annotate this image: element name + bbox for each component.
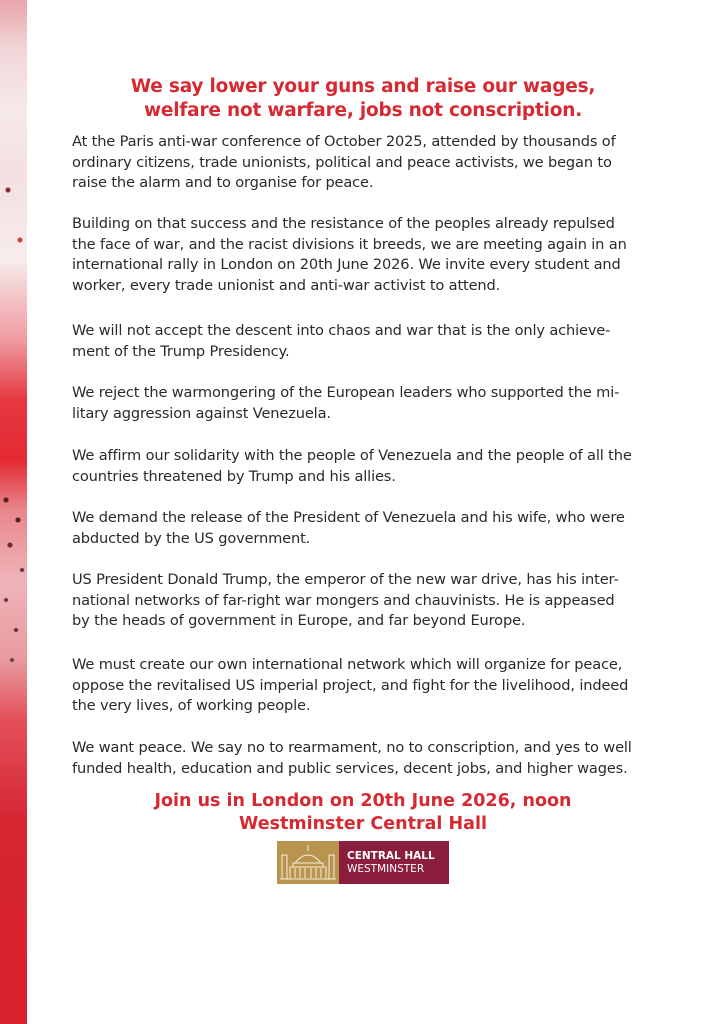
paragraph-trump-presidency: We will not accept the descent into chaos and war that is the only achieve- ment of the Trump Presidency. <box>72 322 611 360</box>
building-dome-icon <box>277 841 339 884</box>
cta-venue-line: Westminster Central Hall <box>239 814 487 834</box>
paragraph-solidarity: We affirm our solidarity with the people of Venezuela and the people of all the countries threatened by Trump and his allies. <box>72 447 632 485</box>
headline <box>72 75 654 123</box>
paragraph-paris-conference: At the Paris anti-war conference of October 2025, attended by thousands of ordinary citizens, trade unionists, political and peace activists, we began to raise the alarm and to organise for peace. <box>72 133 616 191</box>
paragraph-release-demand: We demand the release of the President of Venezuela and his wife, who were abducted by the US government. <box>72 509 625 547</box>
headline-line-2: welfare not warfare, jobs not conscription. <box>143 100 583 121</box>
paragraph-war-drive: US President Donald Trump, the emperor of the new war drive, has his inter- national networks of far-right war mongers and chauvinists. He is appeased by the heads of government in Europe, and far beyond Europe. <box>72 571 619 629</box>
logo-line-1: CENTRAL HALL <box>347 849 435 862</box>
central-hall-westminster-logo <box>277 841 449 884</box>
paragraph-international-network: We must create our own international network which will organize for peace, oppose the revitalised US imperial project, and fight for the livelihood, indeed the very lives, of working people. <box>72 656 629 714</box>
decorative-paint-strip <box>0 0 27 1024</box>
paragraph-london-rally: Building on that success and the resistance of the peoples already repulsed the face of war, and the racist divisions it breeds, we are meeting again in an international rally in London on 20th June 2026. We invite every student and worker, every trade unionist and anti-war activist to attend. <box>72 215 627 294</box>
paragraph-european-leaders: We reject the warmongering of the European leaders who supported the mi- litary aggression against Venezuela. <box>72 384 620 422</box>
cta-date-line: Join us in London on 20th June 2026, noon <box>154 791 572 811</box>
headline-line-1: We say lower your guns and raise our wages, <box>130 76 596 97</box>
paragraph-we-want-peace: We want peace. We say no to rearmament, no to conscription, and yes to well funded health, education and public services, decent jobs, and higher wages. <box>72 739 632 777</box>
call-to-action <box>72 790 654 836</box>
logo-wordmark <box>339 841 449 884</box>
logo-line-2: WESTMINSTER <box>347 862 425 875</box>
